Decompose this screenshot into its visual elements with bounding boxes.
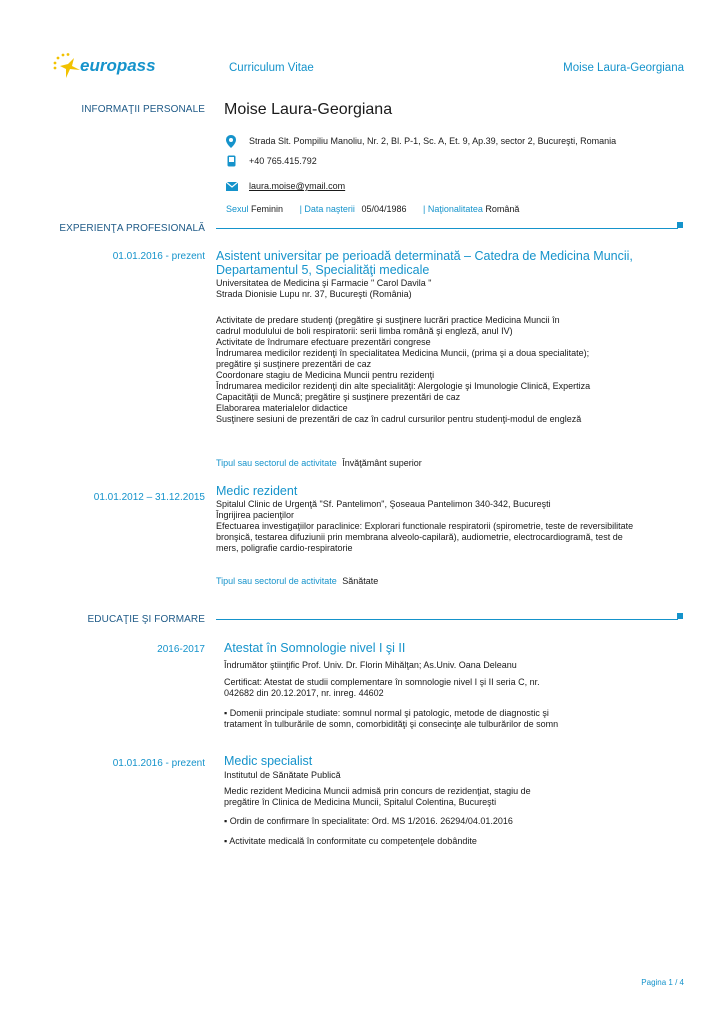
job-dates: 01.01.2012 – 31.12.2015 <box>93 492 205 503</box>
edu-dates: 2016-2017 <box>157 644 205 655</box>
desc-line: Îndrumarea medicilor rezidenţi în specialitatea Medicina Muncii, (prima şi a doua specialitate); <box>216 348 590 358</box>
section-divider <box>216 619 678 620</box>
edu-line: 042682 din 20.12.2017, nr. inreg. 44602 <box>224 688 384 698</box>
desc-line: bronşică, testarea difuziunii prin membrana alveolo-capilară), audiometrie, electrocardiogramă, test de <box>216 532 623 542</box>
job-description <box>216 315 686 425</box>
nat-value: Română <box>485 204 520 214</box>
header-name: Moise Laura-Georgiana <box>563 62 684 74</box>
job-employer <box>216 278 686 300</box>
sector-label: Tipul sau sectorul de activitate <box>216 576 337 586</box>
desc-line: pregătire şi susţinere prezentări de caz <box>216 359 372 369</box>
desc-line: Activitate de predare studenţi (pregătire şi susţinere lucrări practice Medicina Muncii în <box>216 315 560 325</box>
section-divider <box>216 228 678 229</box>
edu-line: ▪ Domenii principale studiate: somnul normal şi patologic, metode de diagnostic şi <box>224 708 549 718</box>
edu-line: Certificat: Atestat de studii complementare în somnologie nivel I şi II seria C, nr. <box>224 677 540 687</box>
edu-org: Institutul de Sănătate Publică <box>224 770 341 780</box>
edu-para <box>224 816 513 827</box>
email-link[interactable]: laura.moise@ymail.com <box>249 181 346 191</box>
edu-line: ▪ Activitate medicală în conformitate cu competenţele dobândite <box>224 836 477 846</box>
employer-line: Strada Dionisie Lupu nr. 37, Bucureşti (România) <box>216 289 412 299</box>
edu-title: Atestat în Somnologie nivel I şi II <box>224 641 406 655</box>
location-pin-icon <box>226 135 236 148</box>
desc-line: Efectuarea investigaţiilor paraclinice: Explorari functionale respiratorii (spirometrie, teste de reversibilitate <box>216 521 634 531</box>
section-education: EDUCAŢIE ŞI FORMARE <box>87 614 205 625</box>
desc-line: mers, poligrafie cardio-respiratorie <box>216 543 353 553</box>
edu-line: ▪ Ordin de confirmare în specialitate: Ord. MS 1/2016. 26294/04.01.2016 <box>224 816 513 826</box>
job-dates: 01.01.2016 - prezent <box>112 251 205 262</box>
edu-org: Îndrumător ştiinţific Prof. Univ. Dr. Florin Mihălţan; As.Univ. Oana Deleanu <box>224 660 517 670</box>
section-divider-square <box>677 222 683 228</box>
doc-type: Curriculum Vitae <box>229 62 314 74</box>
job-sector <box>216 458 686 469</box>
employer-line: Universitatea de Medicina şi Farmacie " Carol Davila " <box>216 278 432 288</box>
phone-icon <box>227 155 236 167</box>
desc-line: Îndrumarea medicilor rezidenţi din alte specialităţi: Alergologie şi Imunologie Clinică, Expertiza <box>216 381 591 391</box>
sex-label: Sexul <box>226 204 249 214</box>
desc-line: Capacităţii de Muncă; pregătire şi susţinere prezentări de caz <box>216 392 461 402</box>
edu-line: Medic rezident Medicina Muncii admisă prin concurs de rezidenţiat, stagiu de <box>224 786 531 796</box>
job-employer <box>216 499 686 510</box>
edu-para <box>224 786 531 808</box>
dob-value: 05/04/1986 <box>361 204 407 214</box>
desc-line: Îngrijirea pacienţilor <box>216 510 295 520</box>
edu-title: Medic specialist <box>224 754 313 768</box>
edu-para <box>224 708 558 730</box>
sex-value: Feminin <box>251 204 284 214</box>
edu-line: tratament în tulburările de somn, comorbidităţi şi consecinţe ale tulburărilor de somn <box>224 719 559 729</box>
job-title-line: Asistent universitar pe perioadă determinată – Catedra de Medicina Muncii, <box>216 249 633 263</box>
sector-value: Sănătate <box>342 576 379 586</box>
sector-label: Tipul sau sectorul de activitate <box>216 458 337 468</box>
section-divider-square <box>677 613 683 619</box>
address: Strada Slt. Pompiliu Manoliu, Nr. 2, Bl. P-1, Sc. A, Et. 9, Ap.39, sector 2, Bucureşti, Romania <box>249 136 617 146</box>
job-title: Medic rezident <box>216 484 298 498</box>
desc-line: Elaborarea materialelor didactice <box>216 403 348 413</box>
job-description <box>216 510 686 554</box>
phone: +40 765.415.792 <box>249 156 317 166</box>
job-title <box>216 249 686 277</box>
sector-value: Învăţământ superior <box>342 458 422 468</box>
edu-dates: 01.01.2016 - prezent <box>112 758 205 769</box>
employer-line: Spitalul Clinic de Urgenţă "Sf. Pantelimon", Şoseaua Pantelimon 340-342, Bucureşti <box>216 499 551 509</box>
desc-line: Coordonare stagiu de Medicina Muncii pentru rezidenţi <box>216 370 435 380</box>
edu-line: pregătire în Clinica de Medicina Muncii, Spitalul Colentina, Bucureşti <box>224 797 497 807</box>
desc-line: Susţinere sesiuni de prezentări de caz în cadrul cursurilor pentru studenţi-modul de engleză <box>216 414 582 424</box>
email-icon <box>226 182 238 191</box>
section-personal: INFORMAŢII PERSONALE <box>81 104 205 115</box>
europass-logo-text: europass <box>80 56 156 75</box>
section-experience: EXPERIENŢA PROFESIONALĂ <box>59 223 205 234</box>
job-sector <box>216 576 686 587</box>
edu-para <box>224 836 477 847</box>
personal-details <box>226 204 519 215</box>
job-title-line: Departamentul 5, Specialităţi medicale <box>216 263 430 277</box>
edu-para <box>224 677 540 699</box>
dob-label: | Data naşterii <box>299 204 355 214</box>
nat-label: | Naţionalitatea <box>423 204 483 214</box>
page-number: Pagina 1 / 4 <box>641 978 684 987</box>
desc-line: cadrul modulului de boli respiratorii: serii limba română şi engleză, anul IV) <box>216 326 513 336</box>
full-name: Moise Laura-Georgiana <box>224 101 393 118</box>
desc-line: Activitate de îndrumare efectuare prezentări congrese <box>216 337 431 347</box>
europass-logo <box>52 52 156 80</box>
